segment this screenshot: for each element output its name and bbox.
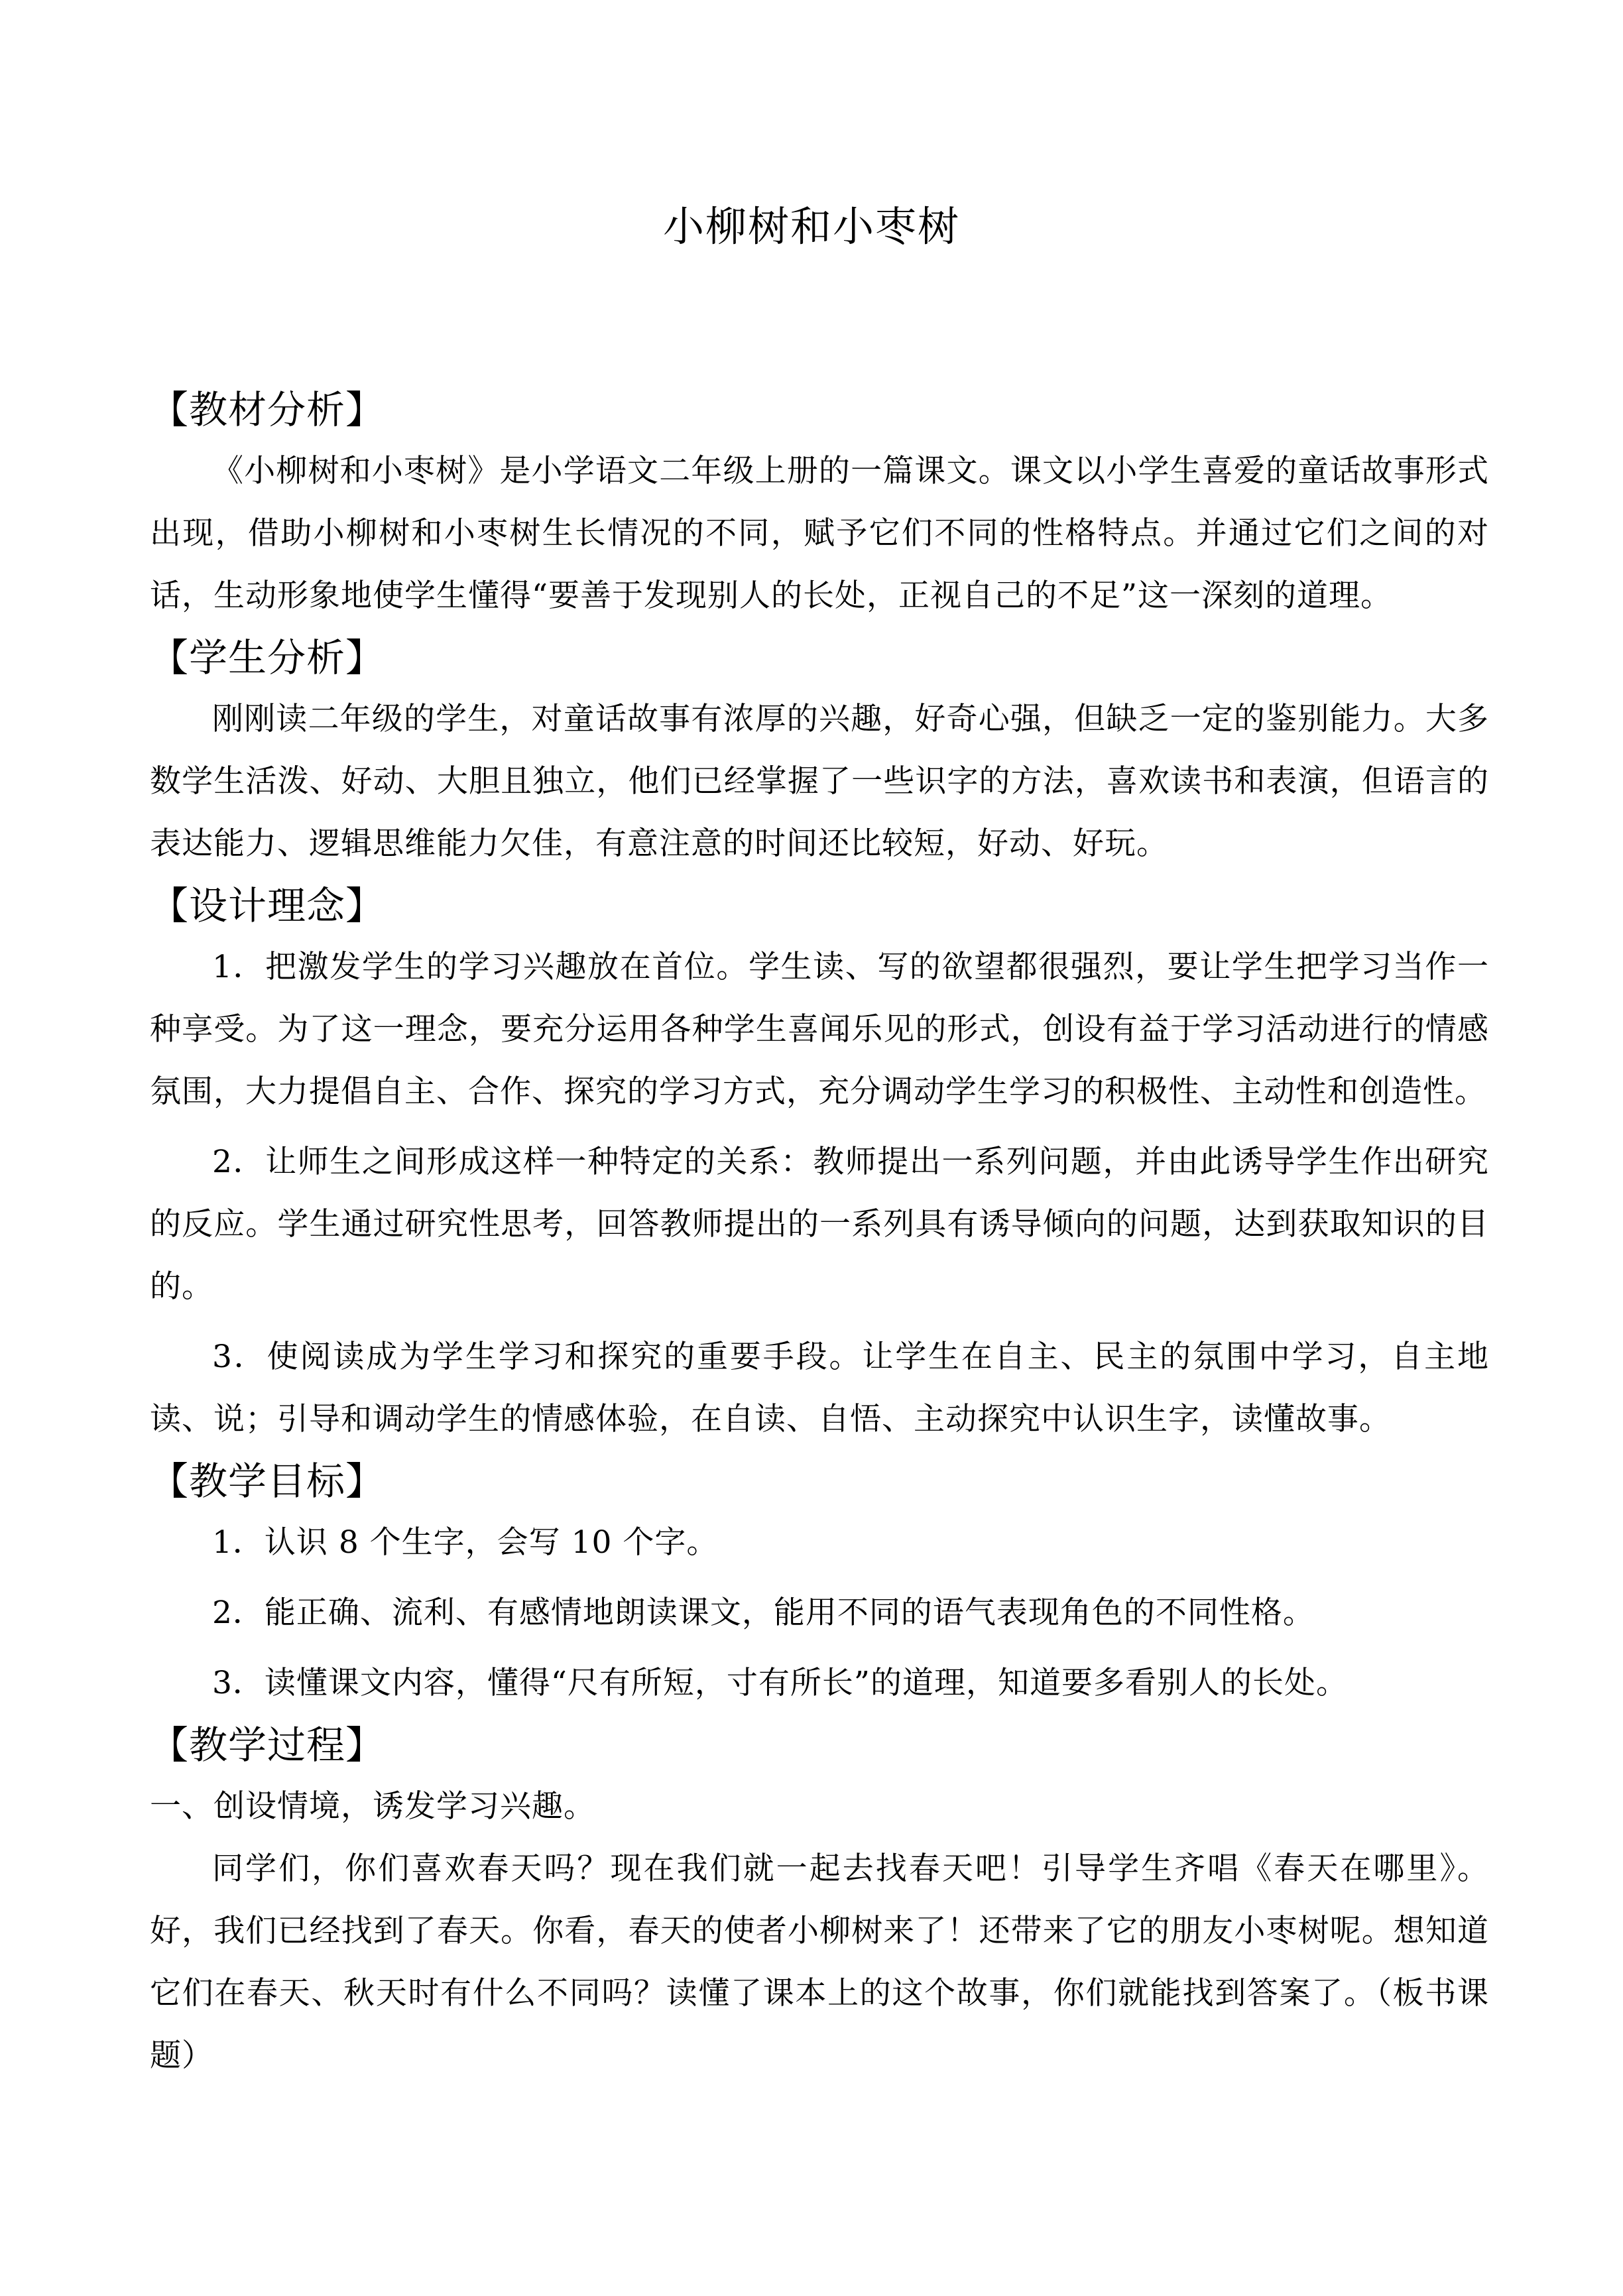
step-heading: 一、创设情境，诱发学习兴趣。 [150, 1788, 595, 1825]
paragraph: 同学们，你们喜欢春天吗？现在我们就一起去找春天吧！引导学生齐唱《春天在哪里》。好，我们已经找到了春天。你看，春天的使者小柳树来了！还带来了它的朋友小枣树呢。想知道它们在春天、秋天时有什么不同吗？读懂了课本上的这个故事，你们就能找到答案了。（板书课题） [150, 1850, 1489, 2074]
goal-item: 3．读懂课文内容，懂得“尺有所短，寸有所长”的道理，知道要多看别人的长处。 [212, 1665, 1348, 1701]
section-heading: 【设计理念】 [150, 883, 385, 928]
section-heading: 【学生分析】 [150, 635, 385, 680]
paragraph: 刚刚读二年级的学生，对童话故事有浓厚的兴趣，好奇心强，但缺乏一定的鉴别能力。大多数学生活泼、好动、大胆且独立，他们已经掌握了一些识字的方法，喜欢读书和表演，但语言的表达能力、逻辑思维能力欠佳，有意注意的时间还比较短，好动、好玩。 [150, 701, 1489, 862]
paragraph: 2．让师生之间形成这样一种特定的关系：教师提出一系列问题，并由此诱导学生作出研究的反应。学生通过研究性思考，回答教师提出的一系列具有诱导倾向的问题，达到获取知识的目的。 [150, 1144, 1489, 1305]
section-student-analysis [150, 627, 1489, 875]
document-title: 小柳树和小枣树 [662, 202, 960, 251]
section-heading: 【教学目标】 [150, 1459, 385, 1504]
section-textbook-analysis [150, 379, 1489, 627]
paragraph: 3．使阅读成为学生学习和探究的重要手段。让学生在自主、民主的氛围中学习，自主地读、说；引导和调动学生的情感体验，在自读、自悟、主动探究中认识生字，读懂故事。 [150, 1339, 1489, 1437]
paragraph: 1．把激发学生的学习兴趣放在首位。学生读、写的欲望都很强烈，要让学生把学习当作一种享受。为了这一理念，要充分运用各种学生喜闻乐见的形式，创设有益于学习活动进行的情感氛围，大力提倡自主、合作、探究的学习方式，充分调动学生学习的积极性、主动性和创造性。 [150, 949, 1489, 1110]
goal-item: 2．能正确、流利、有感情地朗读课文，能用不同的语气表现角色的不同性格。 [212, 1595, 1315, 1631]
document-body [150, 379, 1489, 2087]
goal-item: 1．认识 8 个生字，会写 10 个字。 [212, 1524, 719, 1561]
section-heading: 【教学过程】 [150, 1722, 385, 1768]
section-teaching-process [150, 1715, 1489, 2087]
section-teaching-goals [150, 1451, 1489, 1715]
section-heading: 【教材分析】 [150, 387, 385, 432]
paragraph: 《小柳树和小枣树》是小学语文二年级上册的一篇课文。课文以小学生喜爱的童话故事形式出现，借助小柳树和小枣树生长情况的不同，赋予它们不同的性格特点。并通过它们之间的对话，生动形象地使学生懂得“要善于发现别人的长处，正视自己的不足”这一深刻的道理。 [150, 453, 1489, 614]
section-design-concept [150, 875, 1489, 1451]
